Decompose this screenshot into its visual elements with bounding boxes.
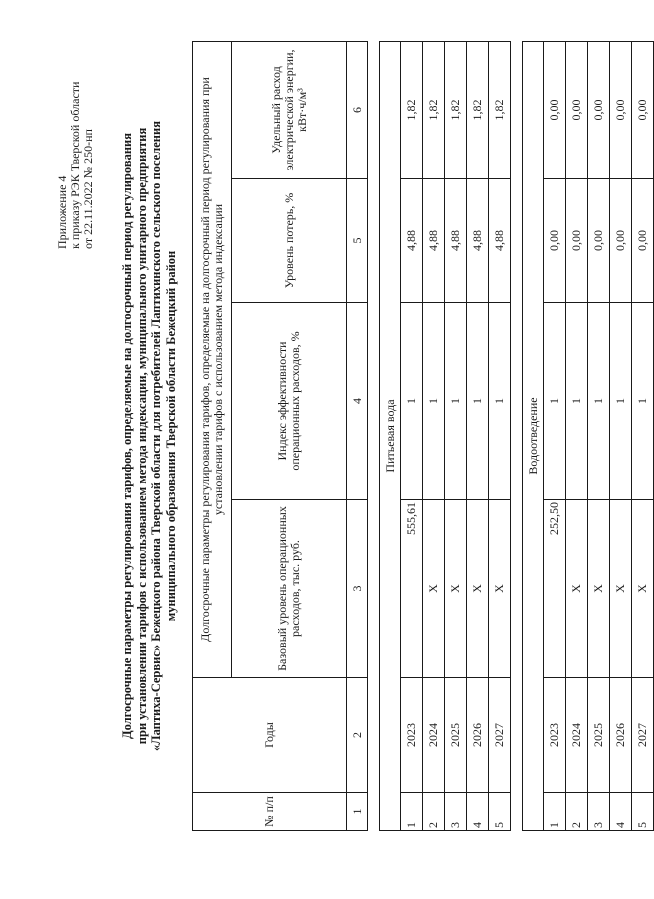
cell-efficiency-index: 1 [489,303,511,500]
group-header: Долгосрочные параметры регулирования тарифов, определяемые на долгосрочный период регулирования при установлении тарифов с использованием метода индексации [193,41,232,677]
cell-losses: 4,88 [401,179,423,303]
cell-losses: 4,88 [445,179,467,303]
cell-base-opex: Х [566,500,588,678]
cell-energy: 1,82 [467,41,489,178]
column-header-years: Годы [193,678,347,793]
table-row [467,41,489,830]
cell-efficiency-index: 1 [632,303,654,500]
cell-year: 2027 [632,678,654,793]
cell-losses: 0,00 [632,179,654,303]
tariff-parameters-table [192,41,654,831]
column-number: 3 [347,500,368,678]
cell-base-opex: Х [489,500,511,678]
cell-efficiency-index: 1 [588,303,610,500]
spacer-cell [511,41,523,830]
cell-energy: 1,82 [445,41,467,178]
annex-title: Приложение 4 [55,175,69,249]
cell-efficiency-index: 1 [423,303,445,500]
cell-base-opex: Х [610,500,632,678]
spacer-row [368,41,380,830]
cell-energy: 0,00 [588,41,610,178]
cell-losses: 0,00 [544,179,566,303]
column-numbers-row [347,41,368,830]
cell-number: 4 [610,793,632,831]
annex-order-date: от 22.11.2022 № 250-нп [81,129,95,249]
cell-number: 3 [588,793,610,831]
cell-base-opex: Х [632,500,654,678]
cell-year: 2024 [566,678,588,793]
section-title-row [380,41,401,830]
table-row [445,41,467,830]
cell-year: 2023 [401,678,423,793]
column-number: 4 [347,303,368,500]
heading-line-1: Долгосрочные параметры регулирования тарифов, определяемые на долгосрочный период регулирования [120,133,134,740]
cell-year: 2027 [489,678,511,793]
cell-year: 2023 [544,678,566,793]
table-row [610,41,632,830]
column-header-efficiency-index: Индекс эффективности операционных расходов, % [232,303,347,500]
cell-base-opex: 252,50 [544,500,566,678]
cell-losses: 0,00 [610,179,632,303]
cell-number: 1 [544,793,566,831]
column-number: 5 [347,179,368,303]
cell-energy: 1,82 [423,41,445,178]
cell-efficiency-index: 1 [610,303,632,500]
cell-losses: 4,88 [423,179,445,303]
column-number: 2 [347,678,368,793]
cell-losses: 4,88 [467,179,489,303]
annex-block [56,39,95,249]
document-heading [120,91,178,781]
annex-order-ref: к приказу РЭК Тверской области [68,81,82,249]
cell-efficiency-index: 1 [544,303,566,500]
cell-efficiency-index: 1 [467,303,489,500]
heading-line-4: муниципального образования Тверской области Бежецкий район [163,250,178,622]
cell-energy: 0,00 [544,41,566,178]
cell-number: 4 [467,793,489,831]
table-row [401,41,423,830]
cell-number: 3 [445,793,467,831]
column-header-energy: Удельный расход электрической энергии, кВт·ч/м³ [232,41,347,178]
table-row [423,41,445,830]
table-row [566,41,588,830]
section-title-wastewater: Водоотведение [523,41,544,830]
cell-number: 2 [423,793,445,831]
spacer-cell [368,41,380,830]
spacer-row [511,41,523,830]
table-row [632,41,654,830]
cell-base-opex: Х [445,500,467,678]
table-row [489,41,511,830]
cell-energy: 1,82 [489,41,511,178]
cell-energy: 0,00 [610,41,632,178]
cell-energy: 0,00 [632,41,654,178]
section-title-row [523,41,544,830]
cell-efficiency-index: 1 [566,303,588,500]
cell-base-opex: Х [423,500,445,678]
cell-base-opex: Х [467,500,489,678]
cell-year: 2025 [588,678,610,793]
cell-number: 5 [632,793,654,831]
heading-line-2: при установлении тарифов с использованием метода индексации, муниципального унитарного предприятия [134,127,149,745]
cell-base-opex: 555,61 [401,500,423,678]
cell-losses: 0,00 [588,179,610,303]
column-number: 6 [347,41,368,178]
cell-year: 2024 [423,678,445,793]
cell-energy: 1,82 [401,41,423,178]
cell-year: 2026 [467,678,489,793]
cell-energy: 0,00 [566,41,588,178]
section-title-drinking-water: Питьевая вода [380,41,401,830]
column-header-base-opex: Базовый уровень операционных расходов, тыс. руб. [232,500,347,678]
cell-base-opex: Х [588,500,610,678]
cell-number: 1 [401,793,423,831]
table-row [544,41,566,830]
column-header-number: № п/п [193,793,347,831]
cell-number: 2 [566,793,588,831]
cell-year: 2025 [445,678,467,793]
cell-losses: 0,00 [566,179,588,303]
column-number: 1 [347,793,368,831]
cell-year: 2026 [610,678,632,793]
cell-efficiency-index: 1 [401,303,423,500]
cell-number: 5 [489,793,511,831]
column-header-losses: Уровень потерь, % [232,179,347,303]
heading-line-3: «Лаптиха-Сервис» Бежецкого района Тверской области для потребителей Лаптихинского сельского поселения [149,121,163,751]
table-row [588,41,610,830]
cell-efficiency-index: 1 [445,303,467,500]
cell-losses: 4,88 [489,179,511,303]
